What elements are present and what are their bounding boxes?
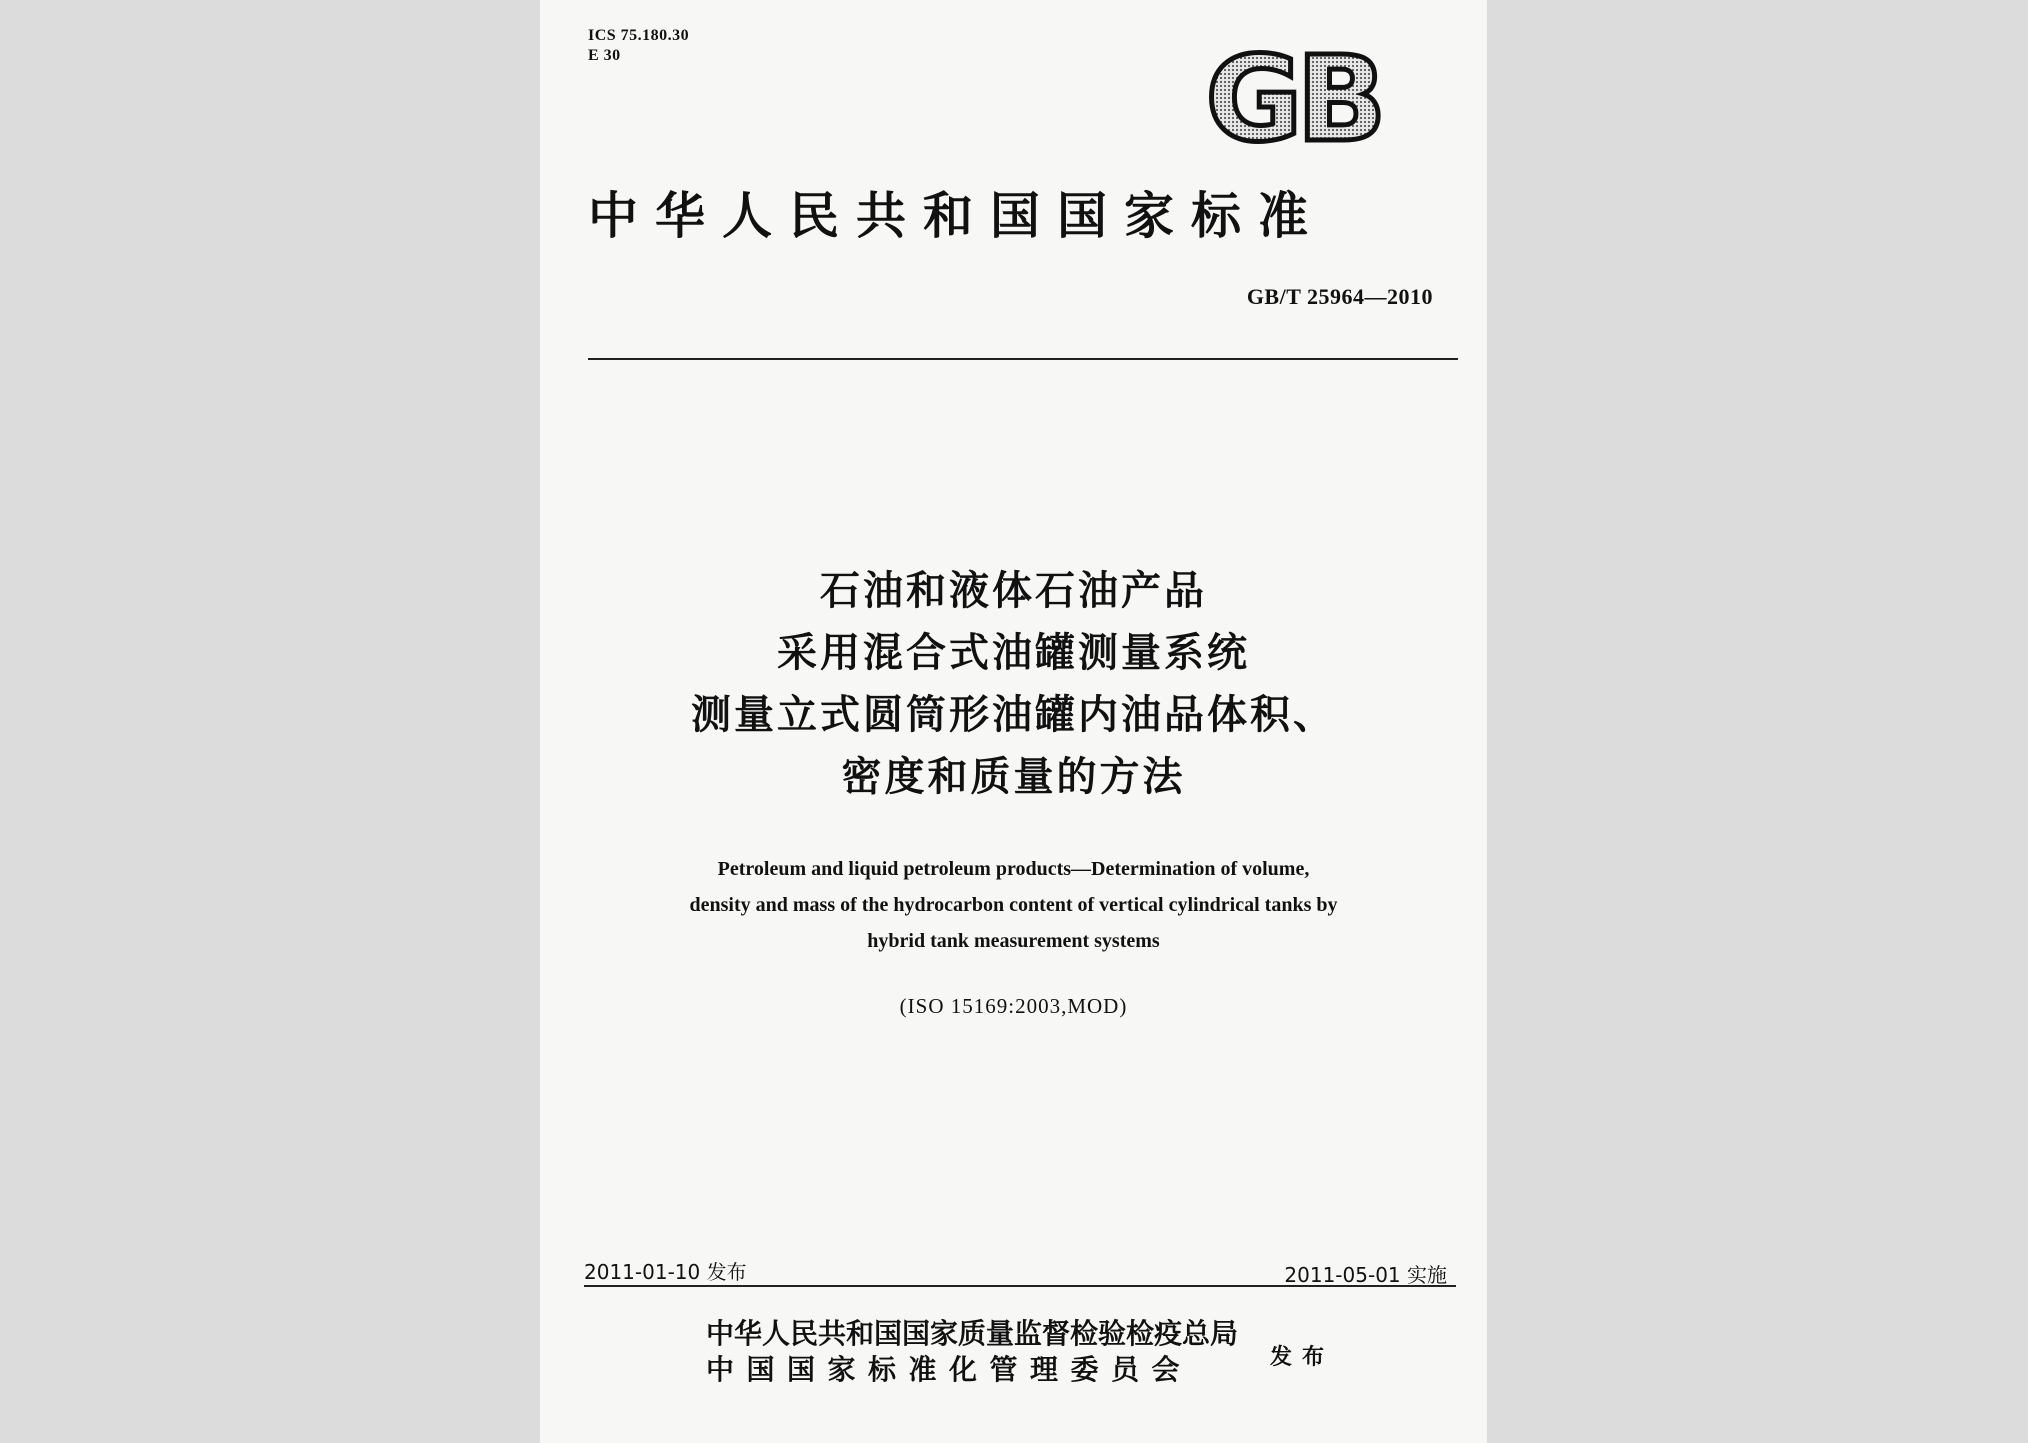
iso-reference: (ISO 15169:2003,MOD) (899, 994, 1128, 1018)
header-divider (588, 358, 1458, 360)
english-title-line: Petroleum and liquid petroleum products—Determination of volume, (717, 858, 1310, 880)
publish-date: 2011-01-10 发布 (584, 1260, 747, 1284)
english-title-line: hybrid tank measurement systems (867, 930, 1160, 952)
implement-date: 2011-05-01 实施 (1284, 1263, 1447, 1287)
chinese-title-line: 测量立式圆筒形油罐内油品体积、 (691, 692, 1336, 738)
ics-code: ICS 75.180.30 (588, 27, 690, 44)
chinese-title-line: 石油和液体石油产品 (820, 568, 1207, 614)
standard-category: 中华人民共和国国家标准 (588, 187, 1325, 245)
gb-logo-text: GB (1205, 44, 1381, 152)
footer-divider (584, 1285, 1456, 1287)
publishers (706, 1316, 1238, 1388)
publisher-name: 中国国家标准化管理委员会 (706, 1353, 1193, 1386)
chinese-title (540, 560, 1487, 808)
standard-cover-page (540, 0, 1487, 1443)
standard-number: GB/T 25964—2010 (1246, 284, 1433, 309)
ccs-code: E 30 (588, 47, 621, 64)
classification-codes (588, 26, 689, 66)
chinese-title-line: 采用混合式油罐测量系统 (777, 630, 1250, 676)
english-title-line: density and mass of the hydrocarbon content of vertical cylindrical tanks by (689, 894, 1338, 916)
gb-logo (1187, 44, 1399, 152)
publish-suffix: 发布 (1270, 1345, 1335, 1370)
publisher-name: 中华人民共和国国家质量监督检验检疫总局 (706, 1317, 1239, 1350)
english-title (600, 851, 1427, 959)
chinese-title-line: 密度和质量的方法 (841, 754, 1186, 800)
